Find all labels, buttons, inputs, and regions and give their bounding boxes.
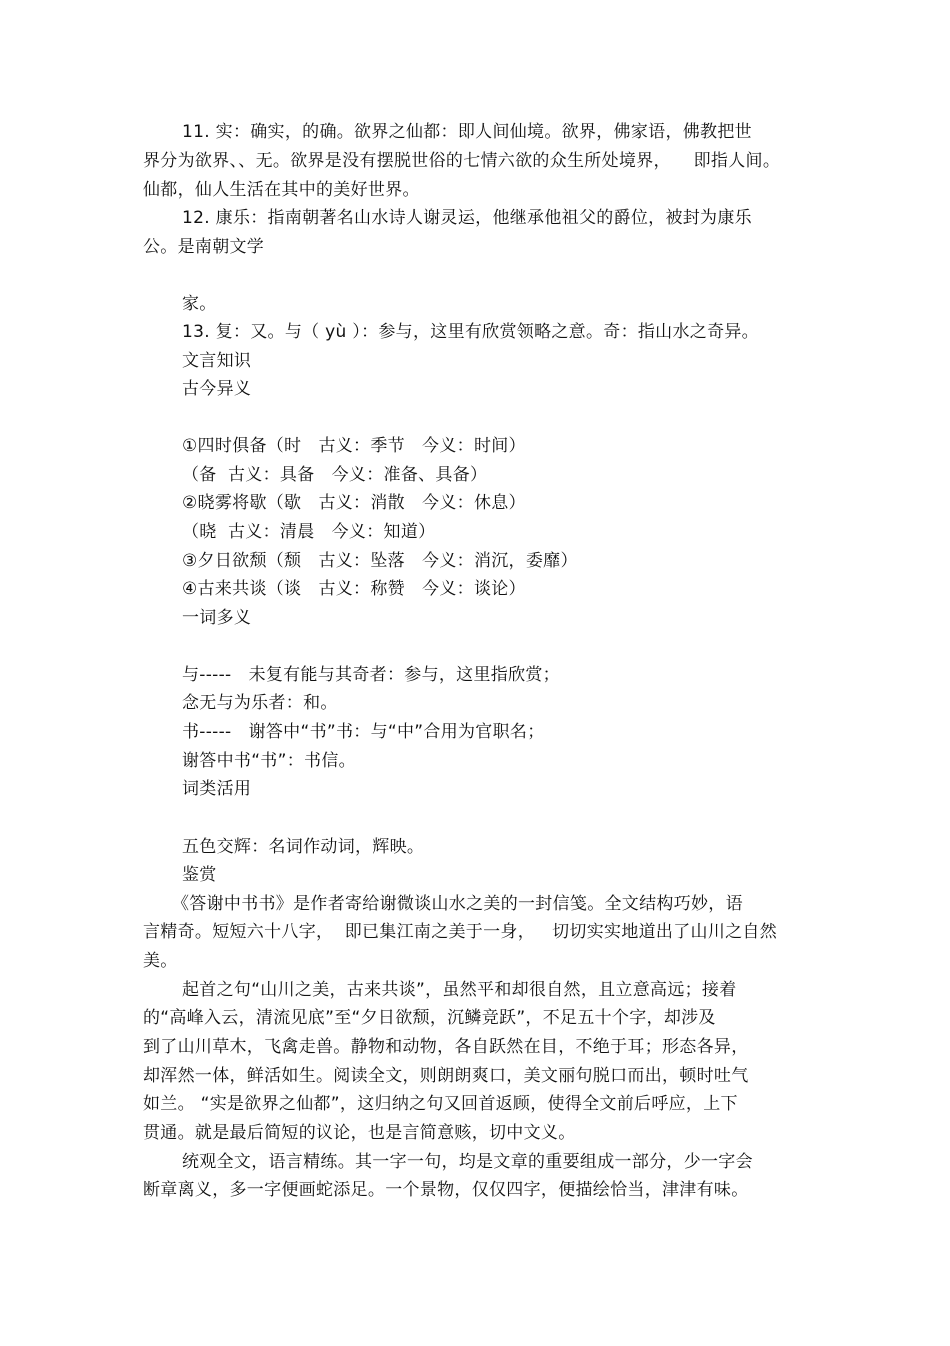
section-heading-word-class: 词类活用: [182, 779, 252, 799]
note-12-line-3: 家。: [182, 294, 217, 314]
polysemy-item-1: 与----- 未复有能与其奇者：参与，这里指欣赏；: [182, 665, 560, 685]
appreciation-p2-line-6: 贯通。就是最后简短的议论，也是言简意赅，切中文义。: [143, 1123, 576, 1143]
ancient-modern-item-2b: （晓 古义：清晨 今义：知道）: [182, 522, 436, 542]
appreciation-p2-line-3: 到了山川草木，飞禽走兽。静物和动物，各自跃然在目，不绝于耳；形态各异，: [143, 1037, 749, 1057]
ancient-modern-item-2: ②晓雾将歇（歇 古义：消散 今义：休息）: [182, 493, 526, 513]
section-heading-classical-knowledge: 文言知识: [182, 351, 252, 371]
note-13: 13. 复：又。与（ yù ）：参与，这里有欣赏领略之意。奇：指山水之奇异。: [182, 322, 759, 342]
section-heading-ancient-modern: 古今异义: [182, 379, 252, 399]
section-heading-polysemy: 一词多义: [182, 608, 252, 628]
polysemy-item-1b: 念无与为乐者：和。: [182, 693, 338, 713]
appreciation-p2-line-5: 如兰。 “实是欲界之仙都”，这归纳之句又回首返顾，使得全文前后呼应，上下: [143, 1094, 738, 1114]
appreciation-p3-line-1: 统观全文，语言精练。其一字一句，均是文章的重要组成一部分，少一字会: [182, 1152, 753, 1172]
appreciation-p2-line-1: 起首之句“山川之美，古来共谈”，虽然平和却很自然，且立意高远；接着: [182, 980, 737, 1000]
ancient-modern-item-3: ③夕日欲颓（颓 古义：坠落 今义：消沉，委靡）: [182, 551, 578, 571]
note-12-line-1: 12. 康乐：指南朝著名山水诗人谢灵运，他继承他祖父的爵位，被封为康乐: [182, 208, 752, 228]
ancient-modern-item-4: ④古来共谈（谈 古义：称赞 今义：谈论）: [182, 579, 526, 599]
appreciation-p2-line-2: 的“高峰入云，清流见底”至“夕日欲颓，沉鳞竞跃”，不足五十个字，却涉及: [143, 1008, 716, 1028]
note-11-line-1: 11. 实：确实，的确。欲界之仙都：即人间仙境。欲界，佛家语，佛教把世: [182, 122, 752, 142]
note-11-line-2: 界分为欲界、、无。欲界是没有摆脱世俗的七情六欲的众生所处境界， 即指人间。: [143, 151, 781, 171]
note-11-line-3: 仙都，仙人生活在其中的美好世界。: [143, 180, 420, 200]
section-heading-appreciation: 鉴赏: [182, 865, 217, 885]
word-class-item: 五色交辉：名词作动词，辉映。: [182, 837, 425, 857]
polysemy-item-2: 书----- 谢答中“书”书：与“中”合用为官职名；: [182, 722, 545, 742]
appreciation-p2-line-4: 却浑然一体，鲜活如生。阅读全文，则朗朗爽口，美文丽句脱口而出，顿时吐气: [143, 1066, 749, 1086]
appreciation-p1-line-2: 言精奇。短短六十八字， 即已集江南之美于一身， 切切实实地道出了山川之自然: [143, 922, 778, 942]
appreciation-p1-line-1: 《答谢中书书》是作者寄给谢微谈山水之美的一封信笺。全文结构巧妙，语: [172, 894, 743, 914]
appreciation-p1-line-3: 美。: [143, 951, 178, 971]
appreciation-p3-line-2: 断章离义，多一字便画蛇添足。一个景物，仅仅四字，便描绘恰当，津津有味。: [143, 1180, 749, 1200]
note-12-line-2: 公。是南朝文学: [143, 237, 265, 257]
ancient-modern-item-1b: （备 古义：具备 今义：准备、具备）: [182, 465, 488, 485]
ancient-modern-item-1: ①四时俱备（时 古义：季节 今义：时间）: [182, 436, 526, 456]
polysemy-item-2b: 谢答中书“书”：书信。: [182, 751, 356, 771]
